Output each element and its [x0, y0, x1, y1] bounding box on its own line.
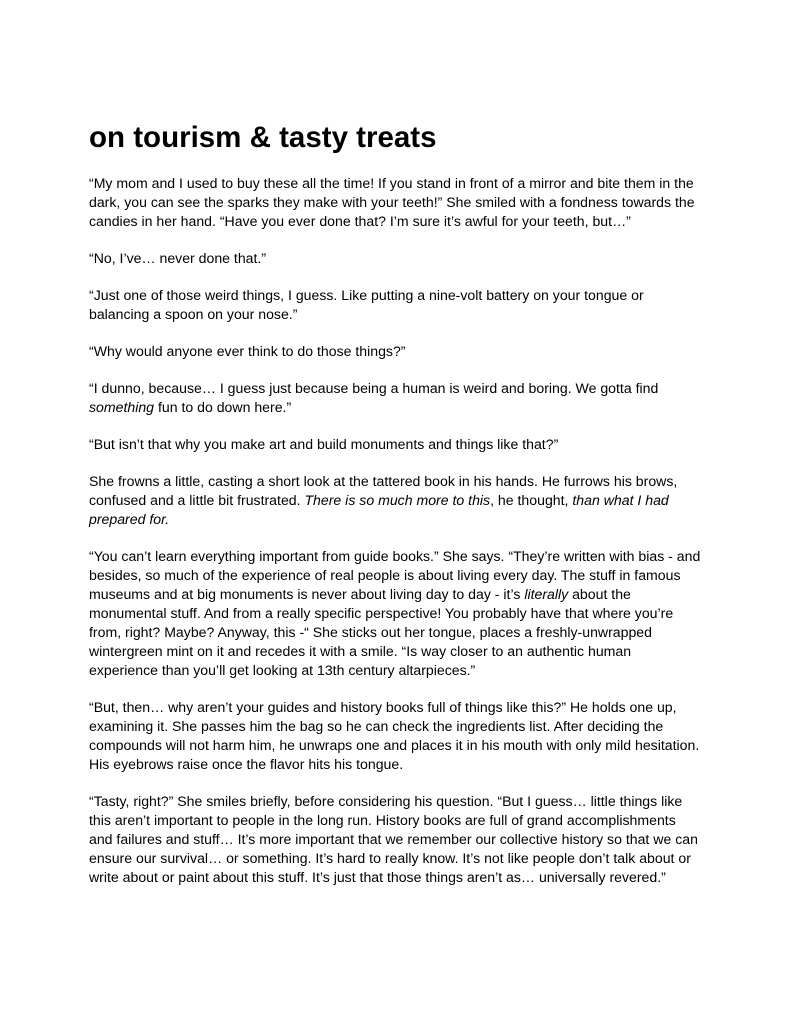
- paragraph-text: “Just one of those weird things, I guess. Like putting a nine-volt battery on your tongue or balancing a spoon on your nose.”: [89, 287, 644, 322]
- paragraph-text: She frowns a little, casting a short look at the tattered book in his hands. He furrows his brows, confused and a little bit frustrated.: [89, 473, 678, 508]
- paragraph: [89, 174, 701, 231]
- italic-text: literally: [524, 586, 569, 602]
- paragraph: [89, 342, 701, 361]
- paragraph-text: “No, I’ve… never done that.”: [89, 250, 267, 266]
- paragraph: [89, 249, 701, 268]
- paragraph: [89, 379, 701, 417]
- document-body: [89, 174, 701, 887]
- paragraph-text: “My mom and I used to buy these all the time! If you stand in front of a mirror and bite them in the dark, you can see the sparks they make with your teeth!” She smiled with a fondness towards the candies in her hand. “Have you ever done that? I’m sure it’s awful for your teeth, but…”: [89, 175, 695, 229]
- italic-text: than what I had prepared for.: [89, 492, 669, 527]
- paragraph-text: fun to do down here.”: [154, 399, 292, 415]
- paragraph-text: “You can’t learn everything important from guide books.” She says. “They’re written with bias - and besides, so much of the experience of real people is about living every day. The stuff in famous museums and at big monuments is never about living day to day - it’s: [89, 548, 701, 602]
- paragraph: [89, 698, 701, 774]
- document-page: [89, 119, 701, 905]
- paragraph-text: “I dunno, because… I guess just because being a human is weird and boring. We gotta find: [89, 380, 659, 396]
- document-title: on tourism & tasty treats: [89, 121, 437, 154]
- paragraph: [89, 792, 701, 887]
- paragraph: [89, 435, 701, 454]
- paragraph-text: “But, then… why aren’t your guides and history books full of things like this?” He holds one up, examining it. She passes him the bag so he can check the ingredients list. After deciding the compounds will not harm him, he unwraps one and places it in his mouth with only mild hesitation. His eyebrows raise once the flavor hits his tongue.: [89, 699, 700, 772]
- paragraph-text: , he thought,: [490, 492, 573, 508]
- paragraph: [89, 472, 701, 529]
- paragraph-text: “But isn’t that why you make art and build monuments and things like that?”: [89, 436, 559, 452]
- italic-text: There is so much more to this: [304, 492, 491, 508]
- paragraph-text: “Why would anyone ever think to do those things?”: [89, 343, 406, 359]
- paragraph-text: about the monumental stuff. And from a really specific perspective! You probably have that where you’re from, right? Maybe? Anyway, this -“ She sticks out her tongue, places a freshly-unwrapped wintergreen mint on it and recedes it with a smile. “Is way closer to an authentic human experience than you’ll get looking at 13th century altarpieces.”: [89, 586, 674, 678]
- paragraph-text: “Tasty, right?” She smiles briefly, before considering his question. “But I guess… little things like this aren’t important to people in the long run. History books are full of grand accomplishments and failures and stuff… It’s more important that we remember our collective history so that we can ensure our survival… or something. It’s hard to really know. It’s not like people don’t talk about or write about or paint about this stuff. It’s just that those things aren’t as… universally revered.”: [89, 793, 698, 885]
- paragraph: [89, 547, 701, 680]
- italic-text: something: [89, 399, 155, 415]
- paragraph: [89, 286, 701, 324]
